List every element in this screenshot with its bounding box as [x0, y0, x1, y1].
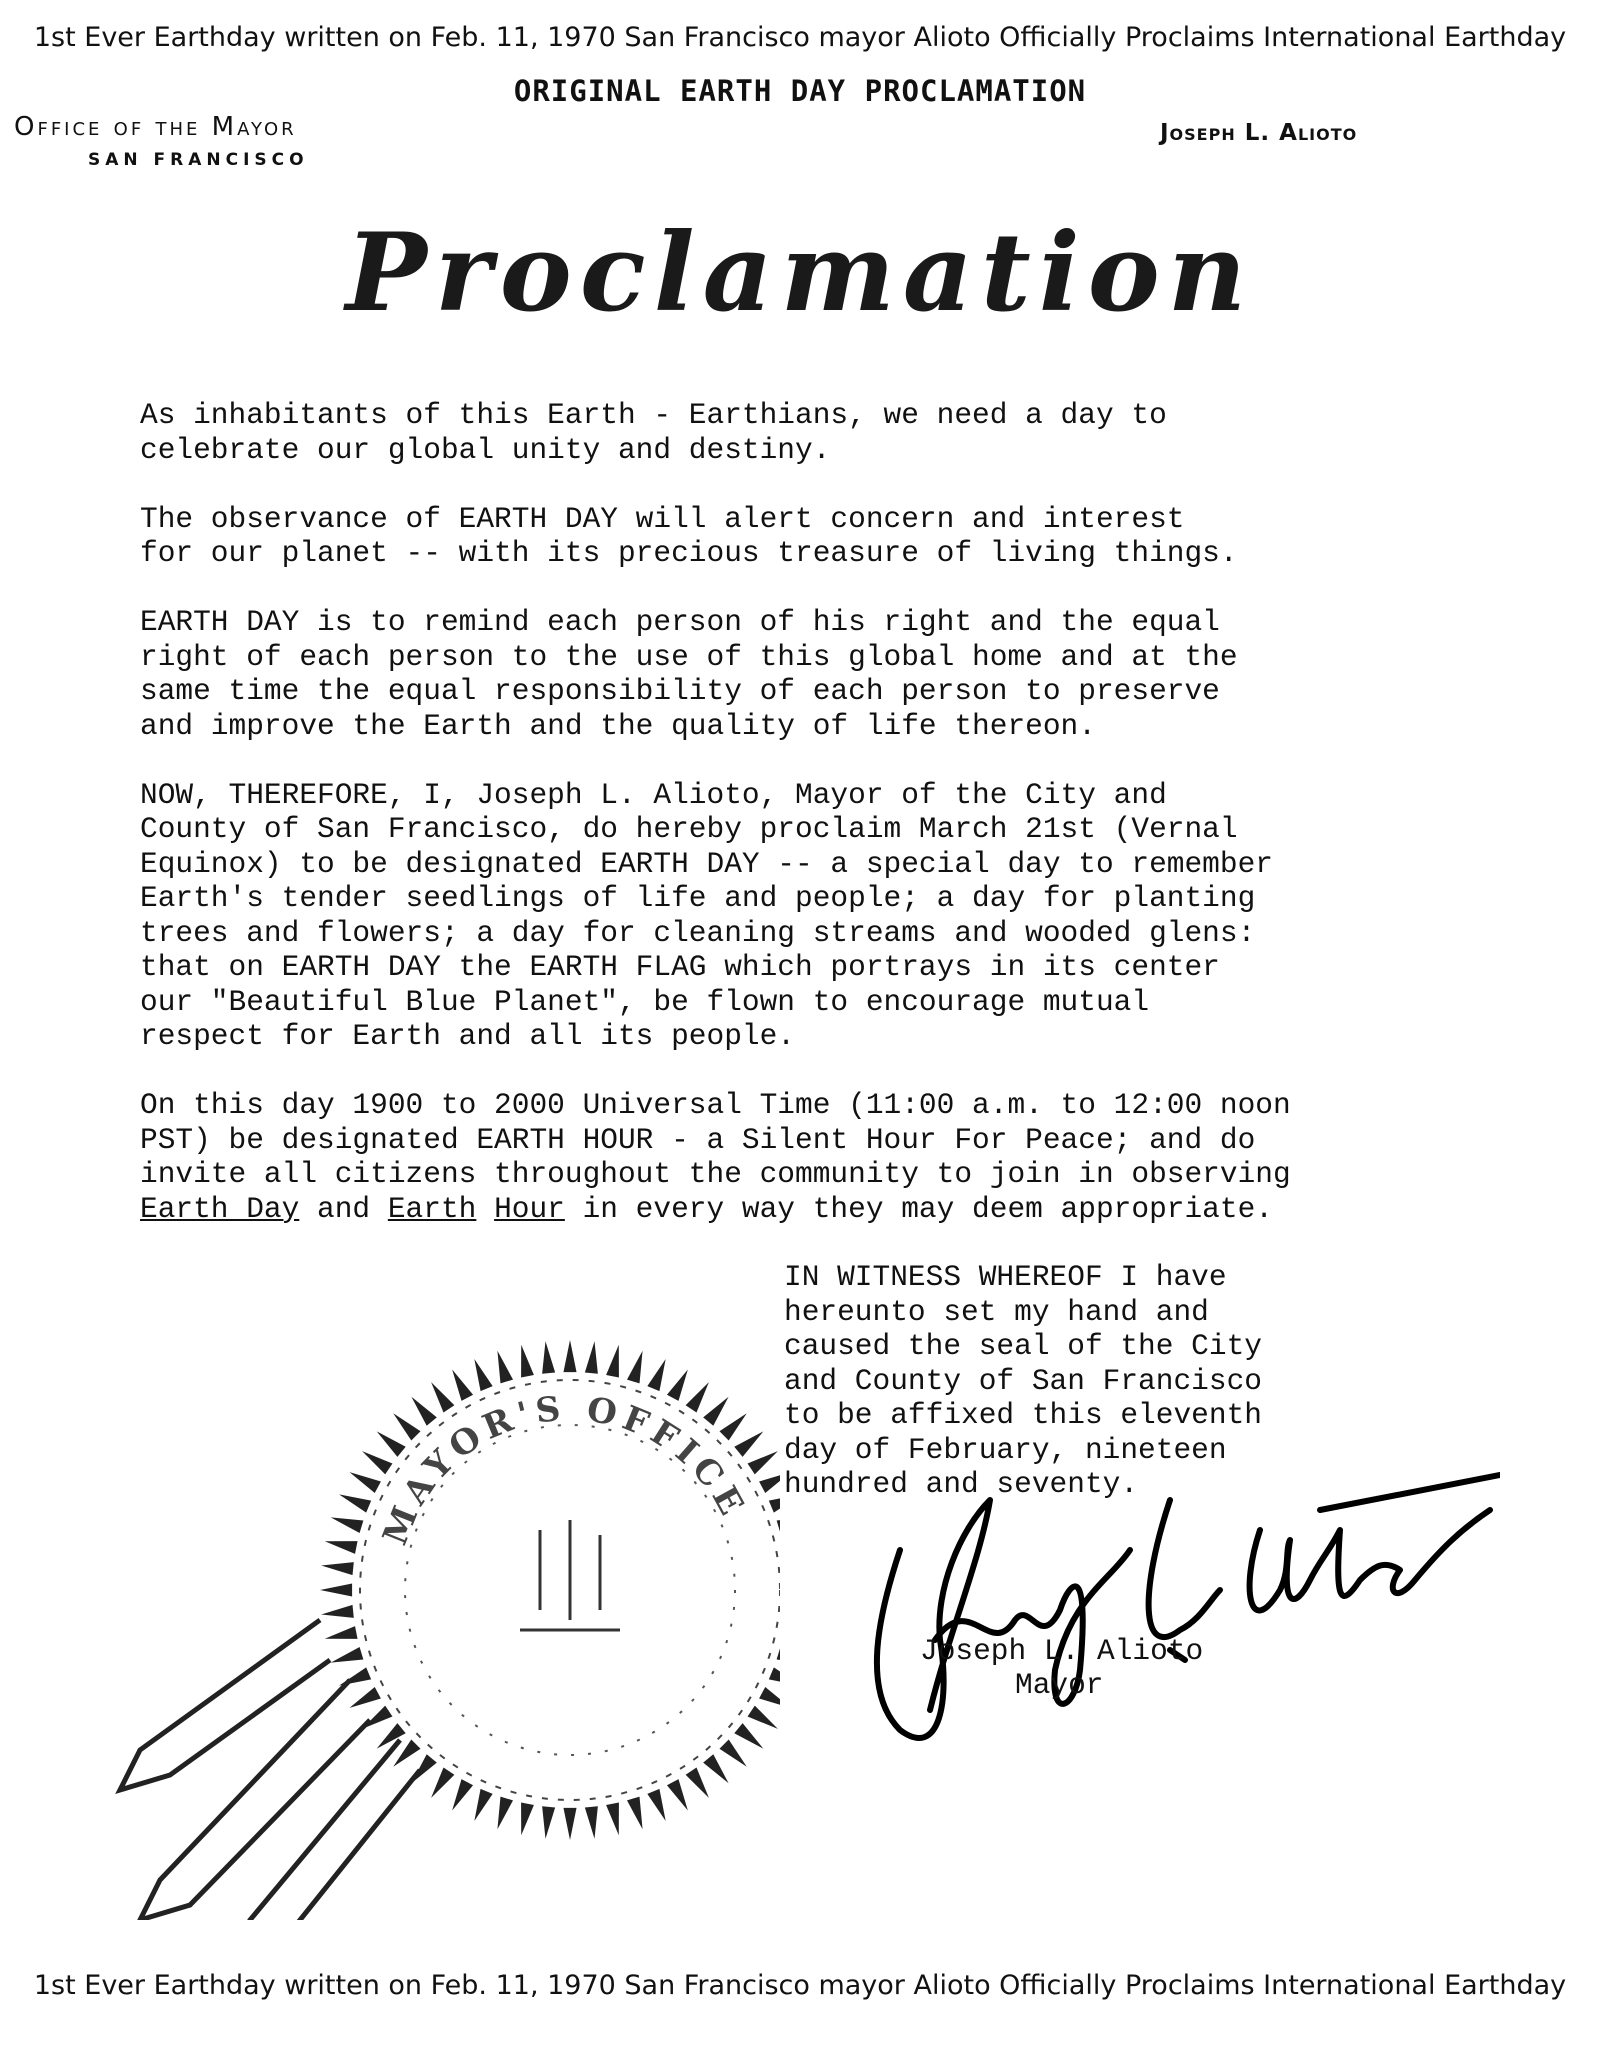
caption-bottom: 1st Ever Earthday written on Feb. 11, 1970 San Francisco mayor Alioto Officially Proclaims International Earthday — [33, 1970, 1567, 2001]
signatory-name: Joseph L. Alioto — [920, 1634, 1204, 1668]
seal-tooth — [542, 1341, 555, 1374]
seal-tooth — [411, 1397, 436, 1426]
city-seal-icon — [100, 1320, 780, 1920]
document-title: ORIGINAL EARTH DAY PROCLAMATION — [513, 74, 1087, 108]
seal-tooth — [734, 1431, 763, 1456]
seal-tooth — [777, 1647, 780, 1663]
seal-tooth — [331, 1517, 364, 1533]
seal-tooth — [474, 1789, 492, 1821]
seal-tooth — [759, 1687, 780, 1708]
seal-tooth — [331, 1647, 364, 1663]
seal-tooth — [748, 1706, 778, 1729]
seal-tooth — [627, 1351, 643, 1384]
seal-tooth — [497, 1351, 513, 1384]
seal-tooth — [563, 1808, 576, 1840]
seal-tooth — [667, 1779, 688, 1810]
seal-tooth — [748, 1451, 778, 1474]
paragraph-5-and: and — [299, 1191, 388, 1226]
paragraph-5-intro: On this day 1900 to 2000 Universal Time (11:00 a.m. to 12:00 noon PST) be designated EARTH HOUR - a Silent Hour For Peace; and do invite all citizens throughout the community to join in observing — [140, 1088, 1291, 1191]
seal-tooth — [585, 1341, 598, 1374]
seal-tooth — [377, 1431, 406, 1456]
seal-tooth — [411, 1754, 436, 1783]
seal-tooth — [769, 1667, 780, 1685]
seal-tooth — [452, 1779, 473, 1810]
seal-tooth — [321, 1562, 354, 1575]
paragraph-2: The observance of EARTH DAY will alert concern and interest for our planet -- with its precious treasure of living things. — [140, 501, 1238, 570]
letterhead-office: Office of the Mayor — [14, 112, 297, 142]
seal-tooth — [321, 1605, 354, 1618]
seal-tooth — [606, 1345, 619, 1378]
witness-clause: IN WITNESS WHEREOF I have hereunto set my hand and caused the seal of the City and County of San Francisco to be affixed this eleventh day of February, nineteen hundred and seventy. — [784, 1260, 1262, 1501]
paragraph-3: EARTH DAY is to remind each person of his right and the equal right of each person to the use of this global home and at the same time the equal responsibility of each person to preserve and improve the Earth and the quality of life thereon. — [140, 605, 1238, 743]
seal-tooth — [734, 1723, 763, 1748]
earth-day-underlined: Earth Day — [140, 1191, 300, 1226]
signatory-title: Mayor — [1015, 1668, 1104, 1702]
seal-tooth — [647, 1359, 665, 1391]
mayor-signature-icon — [840, 1470, 1500, 1780]
seal-tooth — [686, 1768, 709, 1798]
seal-inscription: MAYOR'S OFFICE — [375, 1388, 755, 1551]
letterhead-mayor: Joseph L. Alioto — [1160, 120, 1358, 146]
seal-tooth — [647, 1789, 665, 1821]
earth-hour-underlined-2: Hour — [494, 1191, 565, 1226]
seal-tooth — [542, 1806, 555, 1839]
seal-tooth — [606, 1802, 619, 1835]
paragraph-5-outro: in every way they may deem appropriate. — [564, 1191, 1273, 1226]
seal-tooth — [585, 1806, 598, 1839]
seal-tooth — [474, 1359, 492, 1391]
proclamation-heading: Proclamation — [345, 210, 1255, 336]
seal-tooth — [667, 1370, 688, 1401]
proclamation-body — [140, 398, 1440, 1261]
seal-tooth — [362, 1706, 392, 1729]
seal-tooth — [521, 1345, 534, 1378]
seal-tooth — [521, 1802, 534, 1835]
seal-tooth — [431, 1768, 454, 1798]
seal-tooth — [325, 1541, 358, 1554]
paragraph-4: NOW, THEREFORE, I, Joseph L. Alioto, Mayor of the City and County of San Francisco, do hereby proclaim March 21st (Vernal Equinox) to be designated EARTH DAY -- a special day to remember Earth's tender seedlings of life and people; a day for planting trees and flowers; a day for cleaning streams and wooded glens: that on EARTH DAY the EARTH FLAG which portrays in its center our "Beautiful Blue Planet", be flown to encourage mutual respect for Earth and all its people. — [140, 777, 1273, 1053]
paragraph-1: As inhabitants of this Earth - Earthians, we need a day to celebrate our global unity and destiny. — [140, 398, 1167, 467]
seal-tooth — [719, 1413, 746, 1440]
seal-tooth — [627, 1797, 643, 1830]
seal-tooth — [563, 1340, 576, 1372]
earth-hour-underlined-1: Earth — [387, 1191, 477, 1226]
seal-tooth — [325, 1626, 358, 1639]
seal-tooth — [339, 1494, 371, 1512]
seal-tooth — [759, 1472, 780, 1493]
letterhead-city: SAN FRANCISCO — [88, 150, 309, 170]
seal-tooth — [777, 1517, 780, 1533]
seal-tooth — [320, 1583, 352, 1596]
seal-tooth — [769, 1494, 780, 1512]
seal-tooth — [703, 1397, 728, 1426]
seal-tooth — [377, 1723, 406, 1748]
seal-tooth — [703, 1754, 728, 1783]
seal-tooth — [452, 1370, 473, 1401]
seal-tooth — [497, 1797, 513, 1830]
seal-tooth — [350, 1687, 381, 1708]
seal-tooth — [431, 1382, 454, 1412]
seal-tooth — [393, 1413, 420, 1440]
seal-tooth — [339, 1667, 371, 1685]
seal-tooth — [719, 1739, 746, 1766]
seal-tooth — [686, 1382, 709, 1412]
paragraph-5 — [140, 1088, 1440, 1226]
caption-top: 1st Ever Earthday written on Feb. 11, 1970 San Francisco mayor Alioto Officially Proclaims International Earthday — [33, 22, 1567, 53]
seal-tooth — [350, 1472, 381, 1493]
seal-tooth — [362, 1451, 392, 1474]
